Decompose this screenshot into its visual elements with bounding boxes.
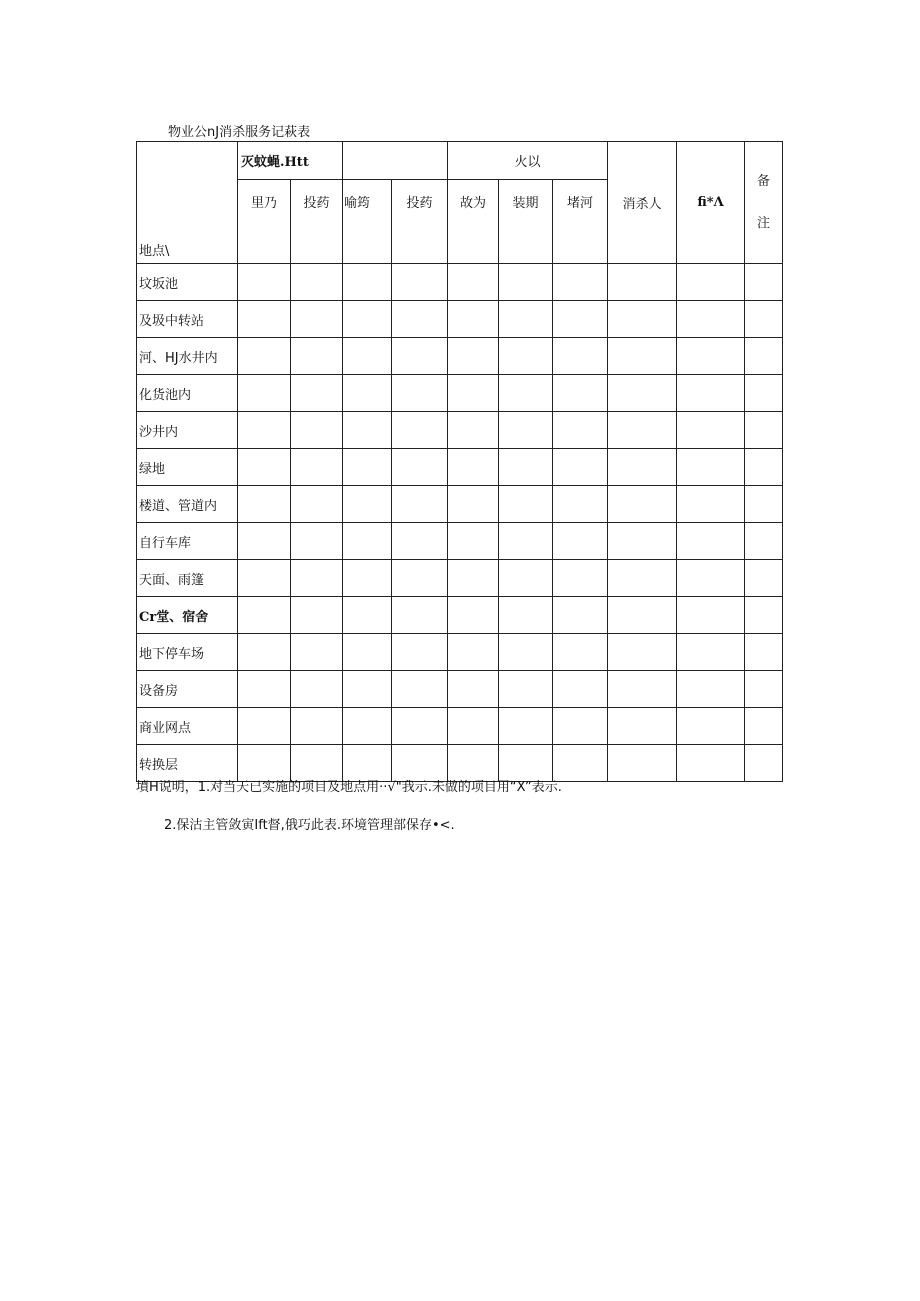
sub-header-4: 投药 [392,180,448,264]
check-cell[interactable] [499,338,553,375]
location-cell: 天面、雨篷 [137,560,238,597]
check-cell[interactable] [291,523,343,560]
check-cell[interactable] [291,301,343,338]
table-row [137,560,783,597]
check-cell[interactable] [291,560,343,597]
check-cell[interactable] [499,301,553,338]
check-cell[interactable] [238,338,291,375]
check-cell[interactable] [343,264,392,301]
check-cell[interactable] [392,671,448,708]
check-cell[interactable] [499,375,553,412]
location-cell: 地下停车场 [137,634,238,671]
check-cell[interactable] [343,486,392,523]
check-cell[interactable] [499,671,553,708]
check-cell[interactable] [238,486,291,523]
check-cell[interactable] [343,412,392,449]
check-cell[interactable] [553,597,608,634]
check-cell[interactable] [343,449,392,486]
table-row [137,338,783,375]
check-cell[interactable] [238,449,291,486]
fi-cell[interactable] [677,745,745,782]
check-cell[interactable] [553,486,608,523]
remark-cell[interactable] [745,708,783,745]
check-cell[interactable] [499,560,553,597]
fi-cell[interactable] [677,597,745,634]
table-row [137,264,783,301]
killer-header: 消杀人 [608,142,677,264]
check-cell[interactable] [343,301,392,338]
remark-cell[interactable] [745,597,783,634]
check-cell[interactable] [291,375,343,412]
killer-cell[interactable] [608,412,677,449]
check-cell[interactable] [392,634,448,671]
location-cell: 设备房 [137,671,238,708]
location-cell: 转换层 [137,745,238,782]
check-cell[interactable] [499,449,553,486]
check-cell[interactable] [343,338,392,375]
table-row [137,708,783,745]
sub-header-5: 故为 [448,180,499,264]
check-cell[interactable] [343,671,392,708]
location-header: 地点\ [137,142,238,264]
check-cell[interactable] [499,708,553,745]
location-cell: 及圾中转站 [137,301,238,338]
remark-cell[interactable] [745,301,783,338]
killer-cell[interactable] [608,264,677,301]
table-row [137,375,783,412]
killer-cell[interactable] [608,560,677,597]
check-cell[interactable] [238,301,291,338]
remark-cell[interactable] [745,264,783,301]
check-cell[interactable] [343,523,392,560]
check-cell[interactable] [499,597,553,634]
location-cell: 河、HJ水井内 [137,338,238,375]
check-cell[interactable] [499,634,553,671]
check-cell[interactable] [343,375,392,412]
killer-cell[interactable] [608,597,677,634]
fi-cell[interactable] [677,338,745,375]
disinfection-record-table [136,141,783,782]
killer-cell[interactable] [608,449,677,486]
check-cell[interactable] [238,634,291,671]
mosquito-fly-group-header: 灭蚊蝇.Htt [238,142,343,180]
check-cell[interactable] [553,671,608,708]
check-cell[interactable] [448,523,499,560]
group2-header [343,142,448,180]
check-cell[interactable] [553,708,608,745]
remark-header [745,142,783,264]
sub-header-6: 装期 [499,180,553,264]
check-cell[interactable] [238,412,291,449]
fi-cell[interactable] [677,708,745,745]
fi-cell[interactable] [677,375,745,412]
sub-header-3: 喻筠 [343,180,392,264]
check-cell[interactable] [392,338,448,375]
killer-cell[interactable] [608,523,677,560]
check-cell[interactable] [238,264,291,301]
check-cell[interactable] [291,412,343,449]
location-cell: 坟坂池 [137,264,238,301]
fi-cell[interactable] [677,449,745,486]
sub-header-2: 投药 [291,180,343,264]
fi-cell[interactable] [677,634,745,671]
check-cell[interactable] [238,375,291,412]
check-cell[interactable] [499,412,553,449]
check-cell[interactable] [499,523,553,560]
check-cell[interactable] [448,449,499,486]
instruction-note-1: 墳H说明，1.对当天已实施的项目及地点用··√"我示.未做的项目用“X”表示. [136,780,562,795]
fi-cell[interactable] [677,264,745,301]
check-cell[interactable] [499,486,553,523]
check-cell[interactable] [238,671,291,708]
check-cell[interactable] [553,301,608,338]
table-row [137,486,783,523]
location-cell: 商业网点 [137,708,238,745]
check-cell[interactable] [392,449,448,486]
sub-header-7: 堵河 [553,180,608,264]
fi-cell[interactable] [677,560,745,597]
killer-cell[interactable] [608,301,677,338]
killer-cell[interactable] [608,486,677,523]
group3-header: 火以 [448,142,608,180]
check-cell[interactable] [448,412,499,449]
location-cell: 沙井内 [137,412,238,449]
check-cell[interactable] [553,634,608,671]
remark-cell[interactable] [745,523,783,560]
check-cell[interactable] [499,264,553,301]
remark-cell[interactable] [745,449,783,486]
check-cell[interactable] [553,449,608,486]
check-cell[interactable] [238,597,291,634]
check-cell[interactable] [553,338,608,375]
check-cell[interactable] [392,301,448,338]
location-cell: 绿地 [137,449,238,486]
check-cell[interactable] [448,634,499,671]
location-cell: Cr堂、宿舍 [137,597,238,634]
fi-cell[interactable] [677,523,745,560]
location-cell: 楼道、管道内 [137,486,238,523]
remark-cell[interactable] [745,560,783,597]
killer-cell[interactable] [608,745,677,782]
check-cell[interactable] [448,301,499,338]
killer-cell[interactable] [608,708,677,745]
check-cell[interactable] [448,708,499,745]
table-row [137,449,783,486]
remark-header-2: 注 [757,215,771,231]
fi-header: fi*Λ [677,142,745,264]
table-row [137,597,783,634]
instruction-note-2: 2.保沽主管敛寅Ift督,俄巧此表.环境管理部保存•<. [164,818,455,833]
remark-cell[interactable] [745,745,783,782]
check-cell[interactable] [448,486,499,523]
check-cell[interactable] [392,708,448,745]
check-cell[interactable] [448,375,499,412]
check-cell[interactable] [291,338,343,375]
check-cell[interactable] [553,412,608,449]
fi-cell[interactable] [677,671,745,708]
location-cell: 化货池内 [137,375,238,412]
remark-cell[interactable] [745,338,783,375]
check-cell[interactable] [343,634,392,671]
check-cell[interactable] [448,560,499,597]
check-cell[interactable] [392,523,448,560]
check-cell[interactable] [291,597,343,634]
table-row [137,671,783,708]
check-cell[interactable] [343,560,392,597]
fi-cell[interactable] [677,486,745,523]
check-cell[interactable] [392,486,448,523]
check-cell[interactable] [448,597,499,634]
check-cell[interactable] [448,264,499,301]
remark-cell[interactable] [745,671,783,708]
fi-cell[interactable] [677,412,745,449]
fi-cell[interactable] [677,301,745,338]
check-cell[interactable] [343,597,392,634]
check-cell[interactable] [553,264,608,301]
check-cell[interactable] [291,449,343,486]
remark-cell[interactable] [745,375,783,412]
remark-header-1: 备 [757,173,771,189]
killer-cell[interactable] [608,671,677,708]
check-cell[interactable] [553,523,608,560]
killer-cell[interactable] [608,634,677,671]
sub-header-1: 里乃 [238,180,291,264]
remark-cell[interactable] [745,634,783,671]
check-cell[interactable] [553,560,608,597]
check-cell[interactable] [343,708,392,745]
check-cell[interactable] [238,523,291,560]
check-cell[interactable] [238,560,291,597]
document-title: 物业公nJ消杀服务记萩表 [168,125,311,140]
check-cell[interactable] [291,708,343,745]
killer-cell[interactable] [608,338,677,375]
table-row [137,301,783,338]
check-cell[interactable] [291,264,343,301]
check-cell[interactable] [392,264,448,301]
check-cell[interactable] [553,375,608,412]
check-cell[interactable] [291,634,343,671]
check-cell[interactable] [291,486,343,523]
remark-cell[interactable] [745,486,783,523]
table-row [137,412,783,449]
table-row [137,523,783,560]
table-row [137,634,783,671]
check-cell[interactable] [392,375,448,412]
check-cell[interactable] [448,338,499,375]
check-cell[interactable] [392,597,448,634]
check-cell[interactable] [291,671,343,708]
check-cell[interactable] [448,671,499,708]
killer-cell[interactable] [608,375,677,412]
check-cell[interactable] [238,708,291,745]
check-cell[interactable] [392,412,448,449]
remark-cell[interactable] [745,412,783,449]
check-cell[interactable] [392,560,448,597]
location-cell: 自行车库 [137,523,238,560]
